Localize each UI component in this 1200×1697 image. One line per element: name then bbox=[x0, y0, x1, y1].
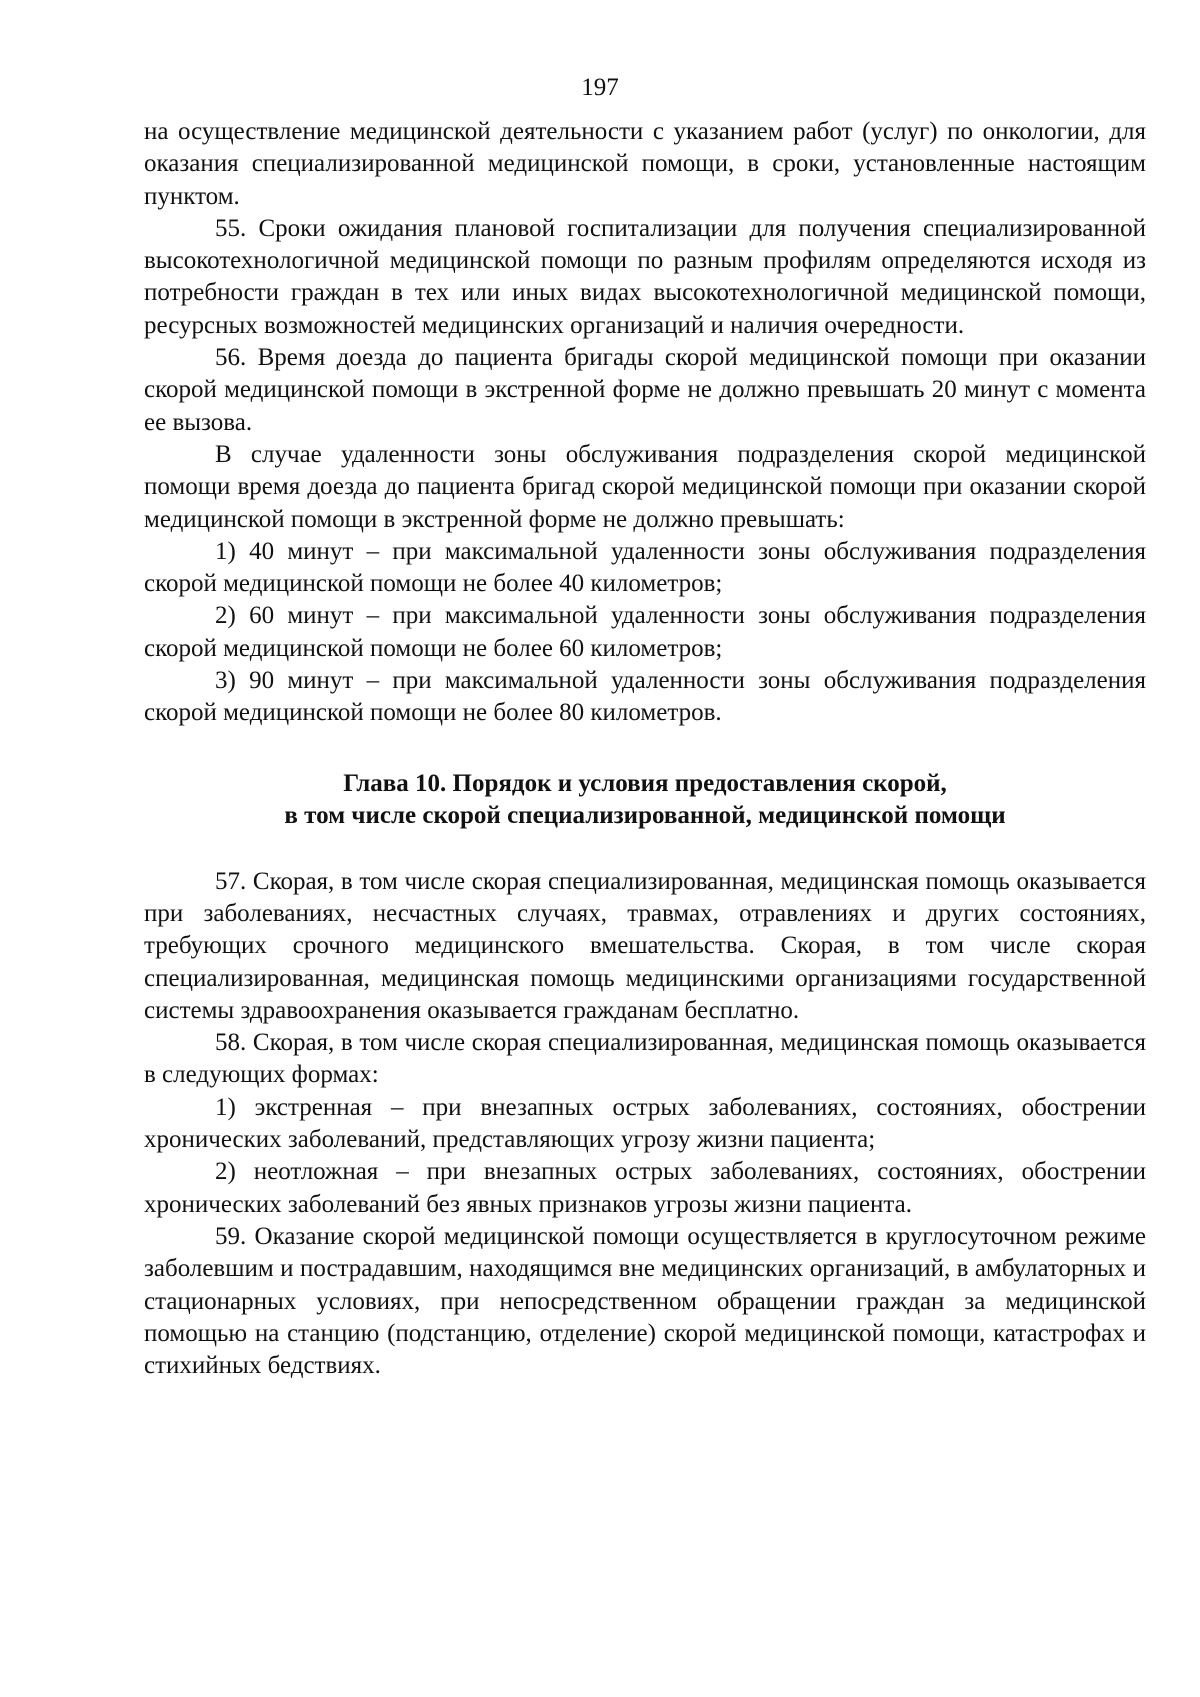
paragraph-continuation: на осуществление медицинской деятельности с указанием работ (услуг) по онкологии, для оказания специализированной медицинской помощи, в сроки, установленные настоящим пунктом. bbox=[144, 118, 1146, 210]
list-item-90-minutes: 3) 90 минут – при максимальной удаленности зоны обслуживания подразделения скорой медицинской помощи не более 80 километров. bbox=[144, 667, 1146, 727]
list-item-urgent: 2) неотложная – при внезапных острых заболеваниях, состояниях, обострении хронических заболеваний без явных признаков угрозы жизни пациента. bbox=[144, 1158, 1146, 1218]
document-body bbox=[144, 116, 1146, 1382]
spacer bbox=[144, 832, 1146, 866]
page-number: 197 bbox=[581, 74, 619, 101]
paragraph-57: 57. Скорая, в том числе скорая специализированная, медицинская помощь оказывается при заболеваниях, несчастных случаях, травмах, отравлениях и других состояниях, требующих срочного медицинского вмешательства. Скорая, в том числе скорая специализированная, медицинская помощь медицинскими организациями государственной системы здравоохранения оказывается гражданам бесплатно. bbox=[144, 867, 1146, 1024]
list-item-40-minutes: 1) 40 минут – при максимальной удаленности зоны обслуживания подразделения скорой медицинской помощи не более 40 километров; bbox=[144, 537, 1146, 598]
paragraph-59: 59. Оказание скорой медицинской помощи осуществляется в круглосуточном режиме заболевшим и пострадавшим, находящимся вне медицинских организаций, в амбулаторных и стационарных условиях, при непосредственном обращении граждан за медицинской помощью на станцию (подстанцию, отделение) скорой медицинской помощи, катастрофах и стихийных бедствиях. bbox=[144, 1222, 1146, 1380]
chapter-heading bbox=[144, 768, 1146, 832]
chapter-heading-line-1: Глава 10. Порядок и условия предоставления скорой, bbox=[343, 769, 947, 797]
chapter-heading-line-2: в том числе скорой специализированной, медицинской помощи bbox=[284, 801, 1006, 829]
list-item-emergency: 1) экстренная – при внезапных острых заболеваниях, состояниях, обострении хронических заболеваний, представляющих угрозу жизни пациента; bbox=[144, 1093, 1146, 1154]
spacer bbox=[144, 730, 1146, 768]
paragraph-56: 56. Время доезда до пациента бригады скорой медицинской помощи при оказании скорой медицинской помощи в экстренной форме не должно превышать 20 минут с момента ее вызова. bbox=[144, 344, 1146, 436]
paragraph-56-remote-zones: В случае удаленности зоны обслуживания подразделения скорой медицинской помощи время доезда до пациента бригад скорой медицинской помощи при оказании скорой медицинской помощи в экстренной форме не должно превышать: bbox=[144, 440, 1146, 533]
list-item-60-minutes: 2) 60 минут – при максимальной удаленности зоны обслуживания подразделения скорой медицинской помощи не более 60 километров; bbox=[144, 602, 1146, 662]
paragraph-55: 55. Сроки ожидания плановой госпитализации для получения специализированной высокотехнологичной медицинской помощи по разным профилям определяются исходя из потребности граждан в тех или иных видах высокотехнологичной медицинской помощи, ресурсных возможностей медицинских организаций и наличия очередности. bbox=[144, 214, 1146, 339]
paragraph-58: 58. Скорая, в том числе скорая специализированная, медицинская помощь оказывается в следующих формах: bbox=[144, 1029, 1146, 1089]
